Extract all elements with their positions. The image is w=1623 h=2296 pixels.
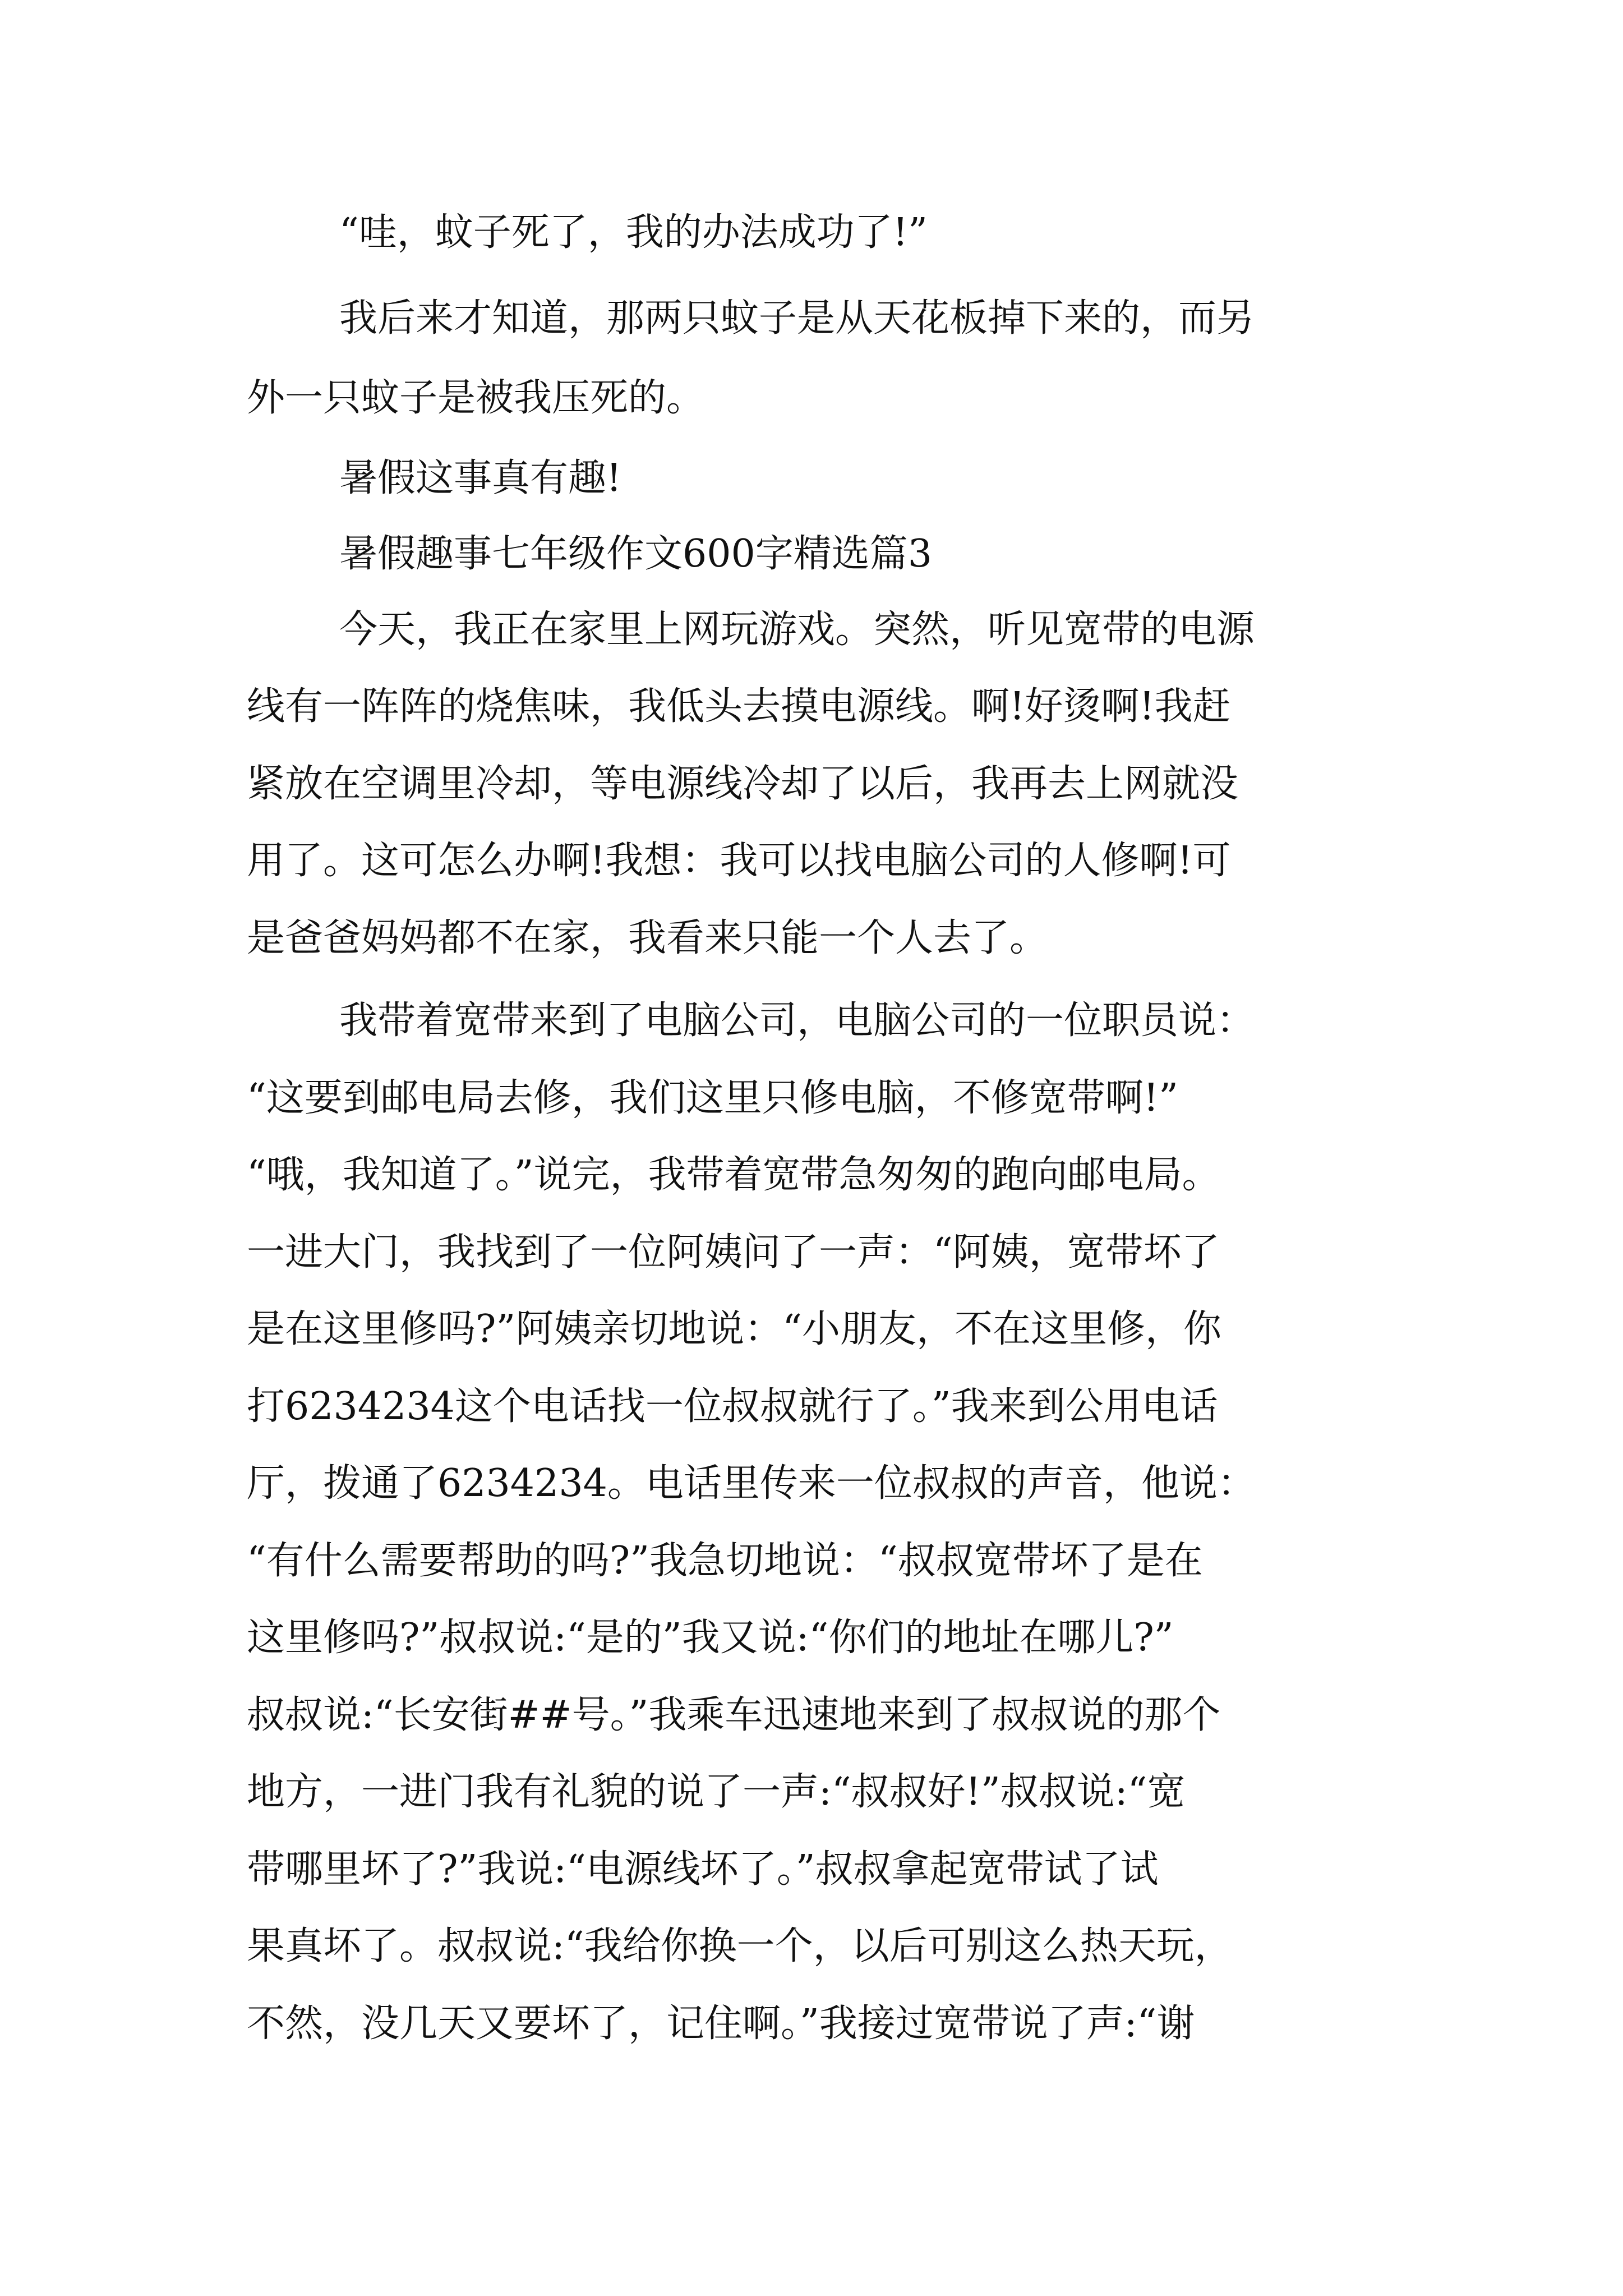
text-line-7: 线有一阵阵的烧焦味，我低头去摸电源线。啊!好烫啊!我赶 xyxy=(247,684,1231,729)
section-heading: 暑假趣事七年级作文600字精选篇3 xyxy=(339,532,933,576)
text-line-22: 带哪里坏了?”我说:“电源线坏了。”叔叔拿起宽带试了试 xyxy=(247,1847,1159,1892)
text-line-2: 我后来才知道，那两只蚊子是从天花板掉下来的，而另 xyxy=(339,296,1255,341)
text-line-3: 外一只蚊子是被我压死的。 xyxy=(247,376,705,420)
text-line-13: “哦，我知道了。”说完，我带着宽带急匆匆的跑向邮电局。 xyxy=(247,1153,1220,1197)
text-line-18: “有什么需要帮助的吗?”我急切地说：“叔叔宽带坏了是在 xyxy=(247,1539,1203,1583)
text-line-6: 今天，我正在家里上网玩游戏。突然，听见宽带的电源 xyxy=(339,608,1255,652)
text-line-15: 是在这里修吗?”阿姨亲切地说：“小朋友，不在这里修，你 xyxy=(247,1307,1221,1351)
text-line-11: 我带着宽带来到了电脑公司，电脑公司的一位职员说： xyxy=(339,999,1255,1043)
text-line-14: 一进大门，我找到了一位阿姨问了一声：“阿姨，宽带坏了 xyxy=(247,1230,1220,1274)
text-line-9: 用了。这可怎么办啊!我想：我可以找电脑公司的人修啊!可 xyxy=(247,839,1231,883)
text-line-24: 不然，没几天又要坏了，记住啊。”我接过宽带说了声:“谢 xyxy=(247,2001,1195,2046)
text-line-19: 这里修吗?”叔叔说:“是的”我又说:“你们的地址在哪儿?” xyxy=(247,1616,1174,1660)
text-line-1: “哇，蚊子死了，我的办法成功了!” xyxy=(339,210,928,255)
text-line-21: 地方，一进门我有礼貌的说了一声:“叔叔好!”叔叔说:“宽 xyxy=(247,1770,1186,1814)
text-line-10: 是爸爸妈妈都不在家，我看来只能一个人去了。 xyxy=(247,916,1048,960)
text-line-16: 打6234234这个电话找一位叔叔就行了。”我来到公用电话 xyxy=(247,1384,1218,1429)
text-line-17: 厅，拨通了6234234。电话里传来一位叔叔的声音，他说： xyxy=(247,1461,1256,1506)
text-line-23: 果真坏了。叔叔说:“我给你换一个，以后可别这么热天玩， xyxy=(247,1924,1233,1968)
text-line-12: “这要到邮电局去修，我们这里只修电脑，不修宽带啊!” xyxy=(247,1076,1178,1120)
text-line-4: 暑假这事真有趣! xyxy=(339,456,622,500)
text-line-8: 紧放在空调里冷却，等电源线冷却了以后，我再去上网就没 xyxy=(247,762,1239,806)
text-line-20: 叔叔说:“长安街##号。”我乘车迅速地来到了叔叔说的那个 xyxy=(247,1693,1221,1737)
